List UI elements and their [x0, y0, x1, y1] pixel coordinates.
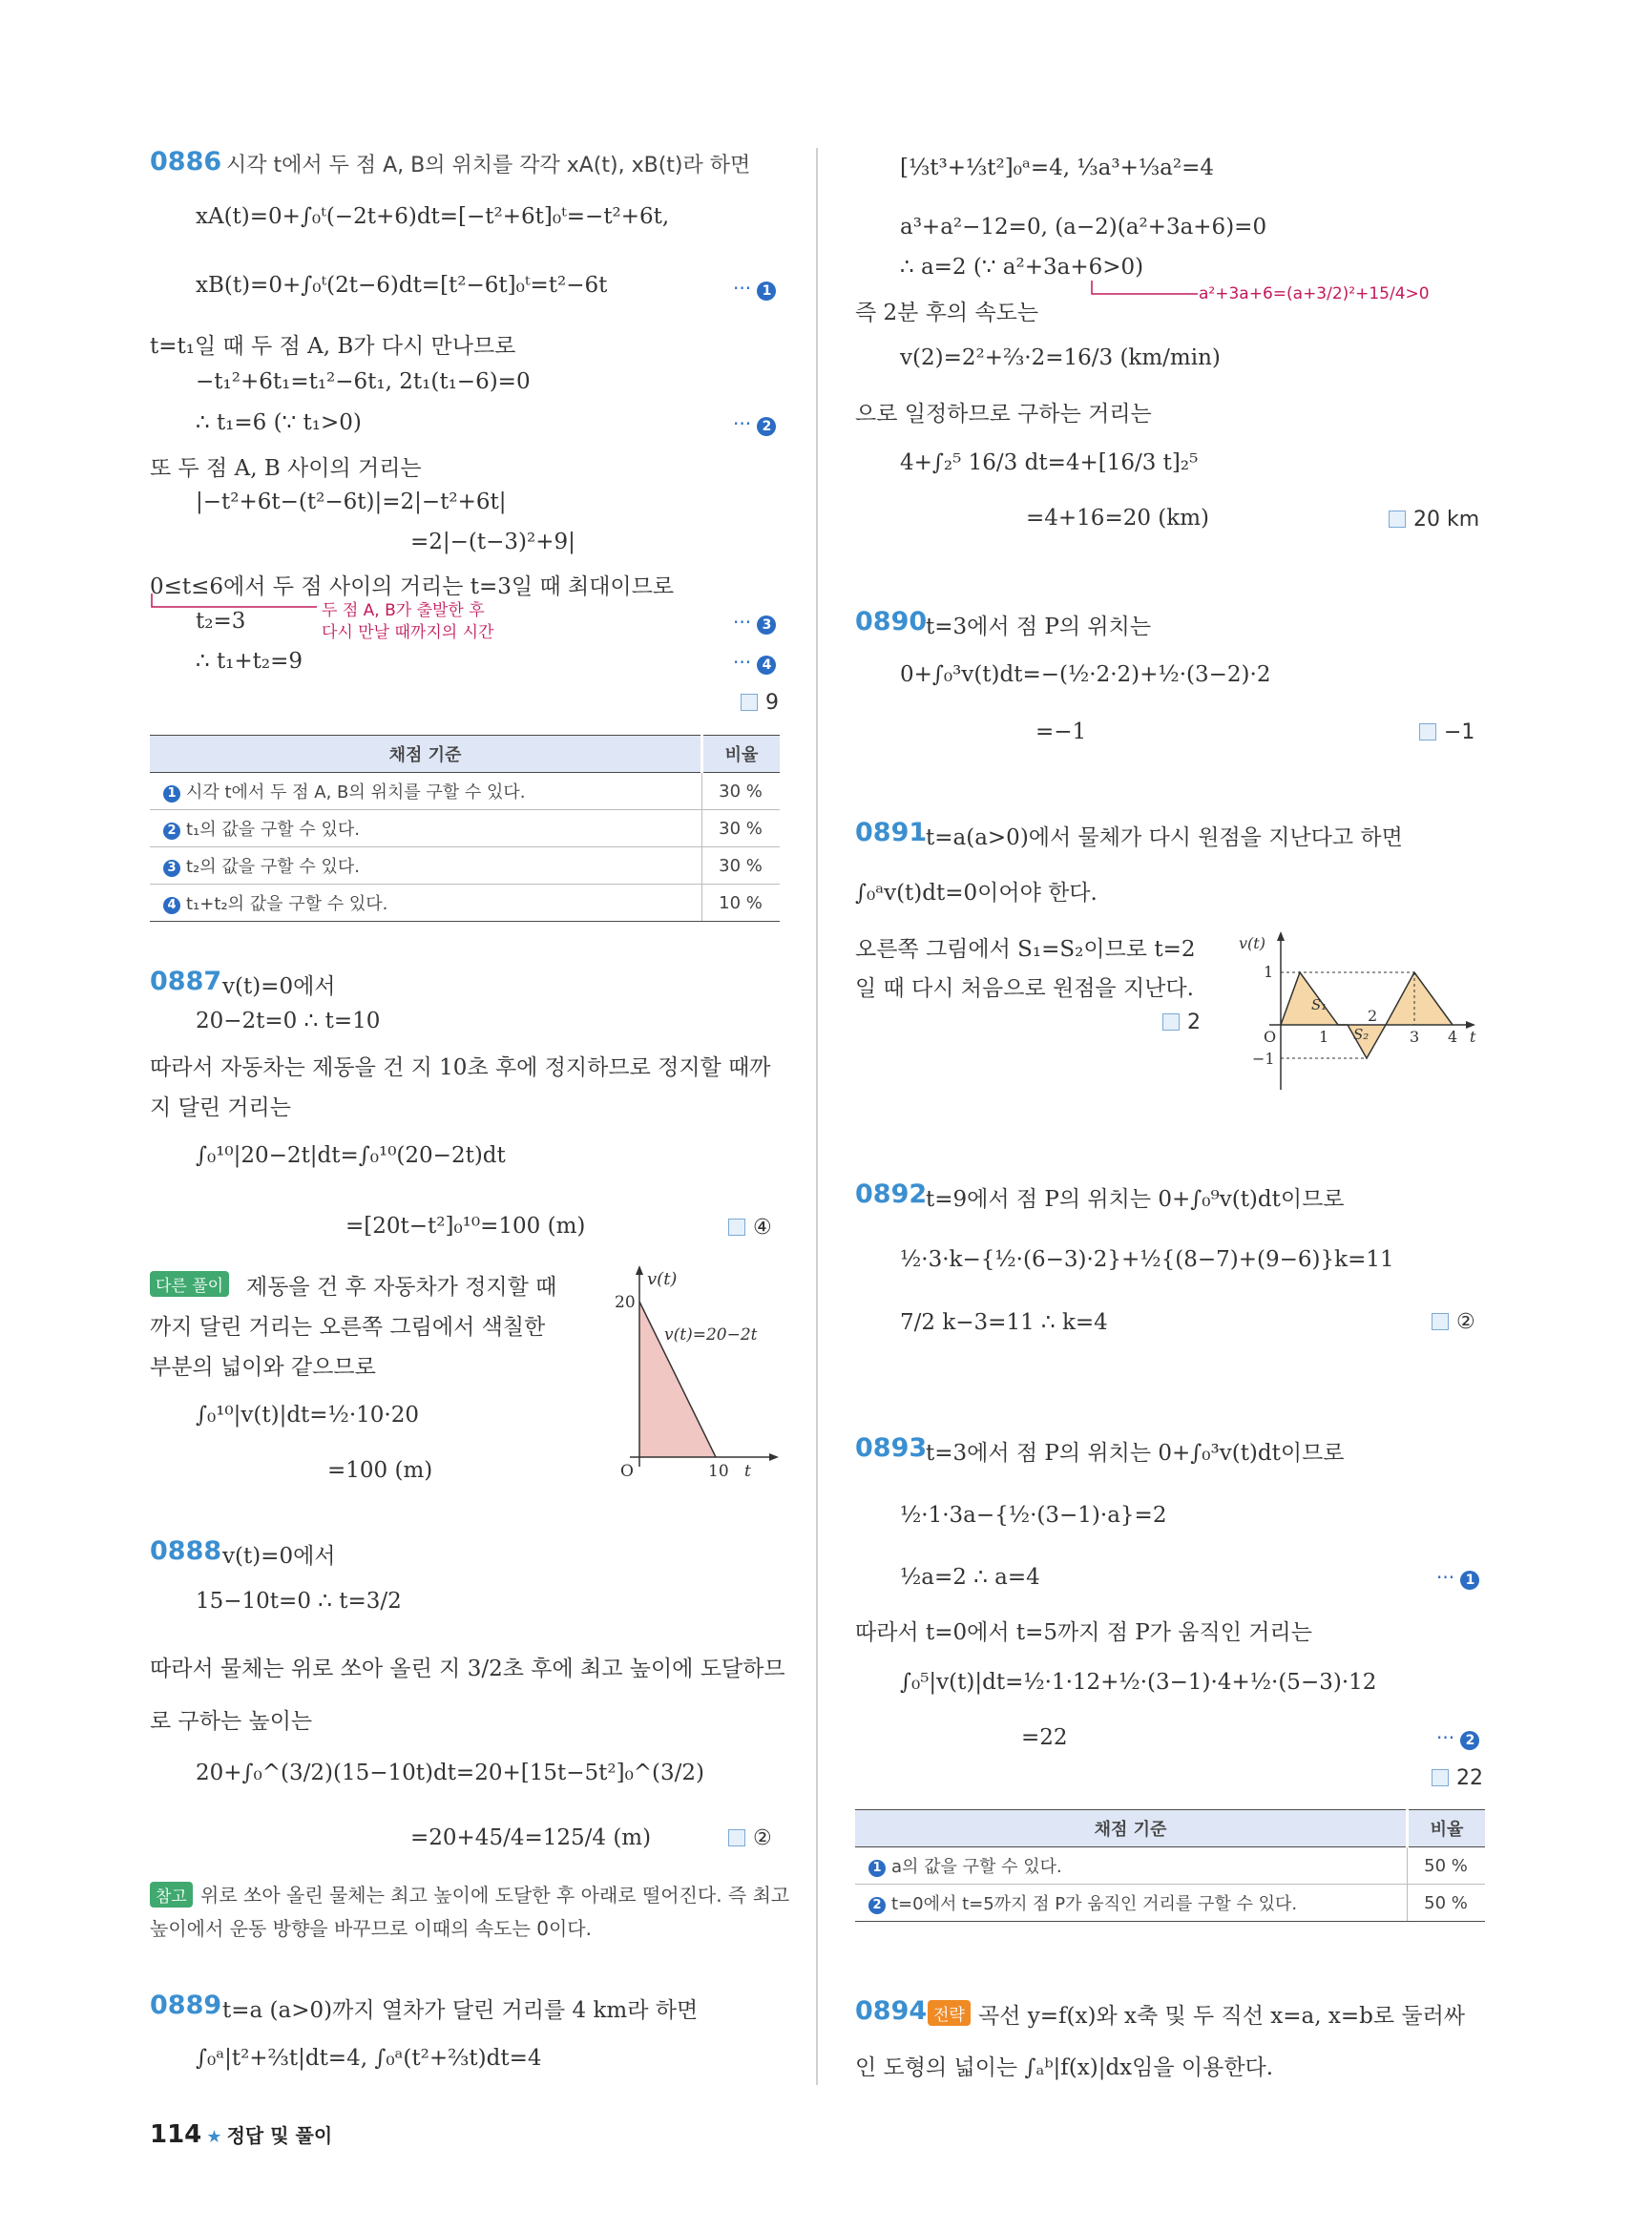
equation: |−t²+6t−(t²−6t)|=2|−t²+6t|	[196, 490, 507, 514]
text-line: 제동을 건 후 자동차가 정지할 때	[246, 1275, 557, 1300]
equation: ½a=2 ∴ a=4	[900, 1565, 1040, 1590]
text-line: ∫₀ᵃv(t)dt=0이어야 한다.	[855, 881, 1098, 906]
annotation: a²+3a+6=(a+3/2)²+15/4>0	[1199, 284, 1430, 303]
text-line: t=3에서 점 P의 위치는 0+∫₀³v(t)dt이므로	[926, 1441, 1345, 1466]
table-row: 2 t₁의 값을 구할 수 있다. 30 %	[150, 810, 780, 847]
section-title: 정답 및 풀이	[226, 2124, 333, 2147]
text-line: 지 달린 거리는	[150, 1095, 291, 1120]
annotation-line	[150, 590, 341, 611]
x-label: t	[744, 1462, 751, 1481]
answer: ④	[728, 1216, 772, 1240]
equation: =−1	[1035, 719, 1087, 744]
text-line: 로 구하는 높이는	[150, 1709, 313, 1734]
step-marker: ··· 4	[733, 651, 776, 675]
equation: 0+∫₀³v(t)dt=−(½·2·2)+½·(3−2)·2	[900, 662, 1271, 687]
answer: ②	[1432, 1310, 1475, 1334]
equation: ∴ a=2 (∵ a²+3a+6>0)	[900, 255, 1144, 280]
equation: 15−10t=0 ∴ t=3/2	[196, 1589, 402, 1614]
text-line: 따라서 자동차는 제동을 건 지 10초 후에 정지하므로 정지할 때까	[150, 1055, 771, 1080]
problem-number: 0890	[855, 607, 928, 636]
text-line: 오른쪽 그림에서 S₁=S₂이므로 t=2	[855, 937, 1196, 962]
annotation: 다시 만날 때까지의 시간	[322, 623, 494, 642]
alt-solution-tag: 다른 풀이	[150, 1271, 229, 1297]
problem-number: 0886	[150, 147, 222, 177]
problem-number: 0892	[855, 1179, 928, 1209]
equation: ∫₀ᵃ|t²+⅔t|dt=4, ∫₀ᵃ(t²+⅔t)dt=4	[196, 2046, 542, 2071]
equation: 7/2 k−3=11 ∴ k=4	[900, 1310, 1108, 1335]
equation: 20−2t=0 ∴ t=10	[196, 1009, 381, 1033]
area-s3	[1386, 972, 1453, 1025]
equation: =20+45/4=125/4 (m)	[410, 1825, 652, 1850]
text-line: 인 도형의 넓이는 ∫ₐᵇ|f(x)|dx임을 이용한다.	[855, 2055, 1274, 2080]
table-header: 비율	[1408, 1810, 1486, 1847]
equation: ½·1·3a−{½·(3−1)·a}=2	[900, 1503, 1167, 1528]
area-label: S₁	[1311, 996, 1328, 1013]
equation: =[20t−t²]₀¹⁰=100 (m)	[345, 1214, 586, 1239]
text-line: 즉 2분 후의 속도는	[855, 301, 1039, 325]
text-line: 부분의 넓이와 같으므로	[150, 1355, 376, 1380]
equation: xB(t)=0+∫₀ᵗ(2t−6)dt=[t²−6t]₀ᵗ=t²−6t	[196, 273, 608, 298]
answer: −1	[1419, 720, 1474, 744]
equation: v(2)=2²+⅔·2=16/3 (km/min)	[900, 345, 1221, 370]
answer: 9	[741, 691, 779, 715]
origin-label: O	[1264, 1028, 1277, 1046]
answer-icon	[1162, 1013, 1180, 1031]
velocity-graph-0891	[1231, 928, 1489, 1099]
answer-icon	[728, 1219, 745, 1236]
text-line: 곡선 y=f(x)와 x축 및 두 직선 x=a, x=b로 둘러싸	[978, 2004, 1466, 2029]
problem-text: 시각 t에서 두 점 A, B의 위치를 각각 xA(t), xB(t)라 하면	[226, 154, 751, 177]
answer: 22	[1432, 1766, 1483, 1790]
tick-label: 20	[615, 1293, 636, 1312]
tick-label: 4	[1448, 1028, 1458, 1046]
y-label: v(t)	[647, 1269, 678, 1289]
step-marker: ··· 3	[733, 611, 776, 635]
table-row: 1 시각 t에서 두 점 A, B의 위치를 구할 수 있다. 30 %	[150, 773, 780, 810]
equation: =100 (m)	[327, 1458, 433, 1483]
problem-number: 0891	[855, 818, 928, 847]
text-line: 따라서 물체는 위로 쏘아 올린 지 3/2초 후에 최고 높이에 도달하므	[150, 1657, 785, 1681]
text-line: t=a(a>0)에서 물체가 다시 원점을 지난다고 하면	[926, 825, 1403, 850]
text-line: 일 때 다시 처음으로 원점을 지난다.	[855, 976, 1194, 1001]
equation: 20+∫₀^(3/2)(15−10t)dt=20+[15t−5t²]₀^(3/2)	[196, 1761, 705, 1785]
note-text: 위로 쏘아 올린 물체는 최고 높이에 도달한 후 아래로 떨어진다. 즉 최고	[200, 1884, 790, 1907]
annotation: 두 점 A, B가 출발한 후	[322, 601, 485, 620]
grading-table-2	[855, 1809, 1485, 1922]
table-header: 비율	[702, 736, 781, 773]
answer-icon	[1389, 511, 1406, 528]
tick-label: 2	[1368, 1007, 1378, 1025]
answer: 20 km	[1389, 508, 1479, 532]
table-row: 2 t=0에서 t=5까지 점 P가 움직인 거리를 구할 수 있다. 50 %	[855, 1885, 1485, 1922]
answer-icon	[741, 694, 758, 711]
tick-label: 3	[1410, 1028, 1420, 1046]
problem-number: 0889	[150, 1991, 222, 2020]
star-icon: ★	[206, 2127, 222, 2147]
text-line: 또 두 점 A, B 사이의 거리는	[150, 456, 422, 481]
text-line: 0≤t≤6에서 두 점 사이의 거리는 t=3일 때 최대이므로	[150, 574, 675, 599]
text-line: 으로 일정하므로 구하는 거리는	[855, 402, 1152, 427]
reference-tag: 참고	[150, 1882, 193, 1908]
equation: =22	[1021, 1725, 1068, 1750]
equation: xA(t)=0+∫₀ᵗ(−2t+6)dt=[−t²+6t]₀ᵗ=−t²+6t,	[196, 204, 670, 229]
step-marker: ··· 1	[733, 277, 776, 301]
table-row: 1 a의 값을 구할 수 있다. 50 %	[855, 1847, 1485, 1885]
grading-table-1	[150, 735, 780, 922]
equation: ∴ t₁=6 (∵ t₁>0)	[196, 410, 362, 435]
equation: −t₁²+6t₁=t₁²−6t₁, 2t₁(t₁−6)=0	[196, 369, 531, 394]
note-text: 높이에서 운동 방향을 바꾸므로 이때의 속도는 0이다.	[150, 1917, 592, 1940]
function-label: v(t)=20−2t	[664, 1325, 758, 1345]
answer-icon	[1419, 723, 1436, 740]
equation: ∫₀¹⁰|v(t)|dt=½·10·20	[196, 1403, 420, 1428]
text-line: 까지 달린 거리는 오른쪽 그림에서 색칠한	[150, 1315, 546, 1340]
area-label: S₂	[1353, 1026, 1370, 1043]
page-number: 114	[150, 2120, 202, 2149]
answer-icon	[1432, 1313, 1449, 1330]
tick-label: 1	[1319, 1028, 1329, 1046]
answer: 2	[1162, 1011, 1201, 1034]
answer-icon	[1432, 1769, 1449, 1786]
tick-label: −1	[1252, 1050, 1275, 1068]
problem-number: 0893	[855, 1433, 928, 1463]
table-row: 4 t₁+t₂의 값을 구할 수 있다. 10 %	[150, 885, 780, 922]
strategy-tag: 전략	[928, 2000, 971, 2026]
equation: a³+a²−12=0, (a−2)(a²+3a+6)=0	[900, 215, 1267, 240]
x-label: t	[1470, 1028, 1476, 1046]
text-line: t=t₁일 때 두 점 A, B가 다시 만나므로	[150, 334, 516, 359]
y-label: v(t)	[1239, 934, 1265, 952]
column-divider	[816, 148, 818, 2085]
text-line: t=3에서 점 P의 위치는	[926, 615, 1152, 639]
equation: t₂=3	[196, 609, 246, 634]
tick-label: 10	[708, 1462, 729, 1481]
answer: ②	[728, 1826, 772, 1850]
equation: [⅓t³+⅓t²]₀ᵃ=4, ⅓a³+⅓a²=4	[900, 156, 1214, 180]
equation: 4+∫₂⁵ 16/3 dt=4+[16/3 t]₂⁵	[900, 450, 1199, 475]
velocity-graph-0887	[601, 1261, 783, 1481]
annotation-line	[1088, 279, 1202, 302]
step-marker: ··· 2	[1436, 1726, 1479, 1750]
tick-label: 1	[1264, 963, 1274, 981]
text-line: v(t)=0에서	[222, 974, 336, 999]
origin-label: O	[620, 1462, 634, 1481]
step-marker: ··· 2	[733, 412, 776, 436]
equation: ∴ t₁+t₂=9	[196, 649, 303, 674]
text-line: v(t)=0에서	[222, 1544, 336, 1569]
area-s1	[1281, 972, 1338, 1025]
table-header: 채점 기준	[855, 1810, 1408, 1847]
equation: ∫₀⁵|v(t)|dt=½·1·12+½·(3−1)·4+½·(5−3)·12	[900, 1670, 1377, 1695]
equation: ½·3·k−{½·(6−3)·2}+½{(8−7)+(9−6)}k=11	[900, 1247, 1394, 1272]
equation: =2|−(t−3)²+9|	[410, 530, 575, 554]
text-line: t=9에서 점 P의 위치는 0+∫₀⁹v(t)dt이므로	[926, 1187, 1345, 1212]
text-line: t=a (a>0)까지 열차가 달린 거리를 4 km라 하면	[222, 1998, 699, 2023]
table-header: 채점 기준	[150, 736, 702, 773]
table-row: 3 t₂의 값을 구할 수 있다. 30 %	[150, 847, 780, 885]
problem-number: 0888	[150, 1536, 222, 1566]
equation: ∫₀¹⁰|20−2t|dt=∫₀¹⁰(20−2t)dt	[196, 1143, 506, 1168]
problem-number: 0887	[150, 967, 222, 996]
equation: =4+16=20 (km)	[1026, 506, 1209, 531]
answer-icon	[728, 1829, 745, 1846]
text-line: 따라서 t=0에서 t=5까지 점 P가 움직인 거리는	[855, 1620, 1312, 1645]
problem-number: 0894	[855, 1996, 928, 2026]
page-footer	[150, 2120, 332, 2149]
step-marker: ··· 1	[1436, 1566, 1479, 1590]
